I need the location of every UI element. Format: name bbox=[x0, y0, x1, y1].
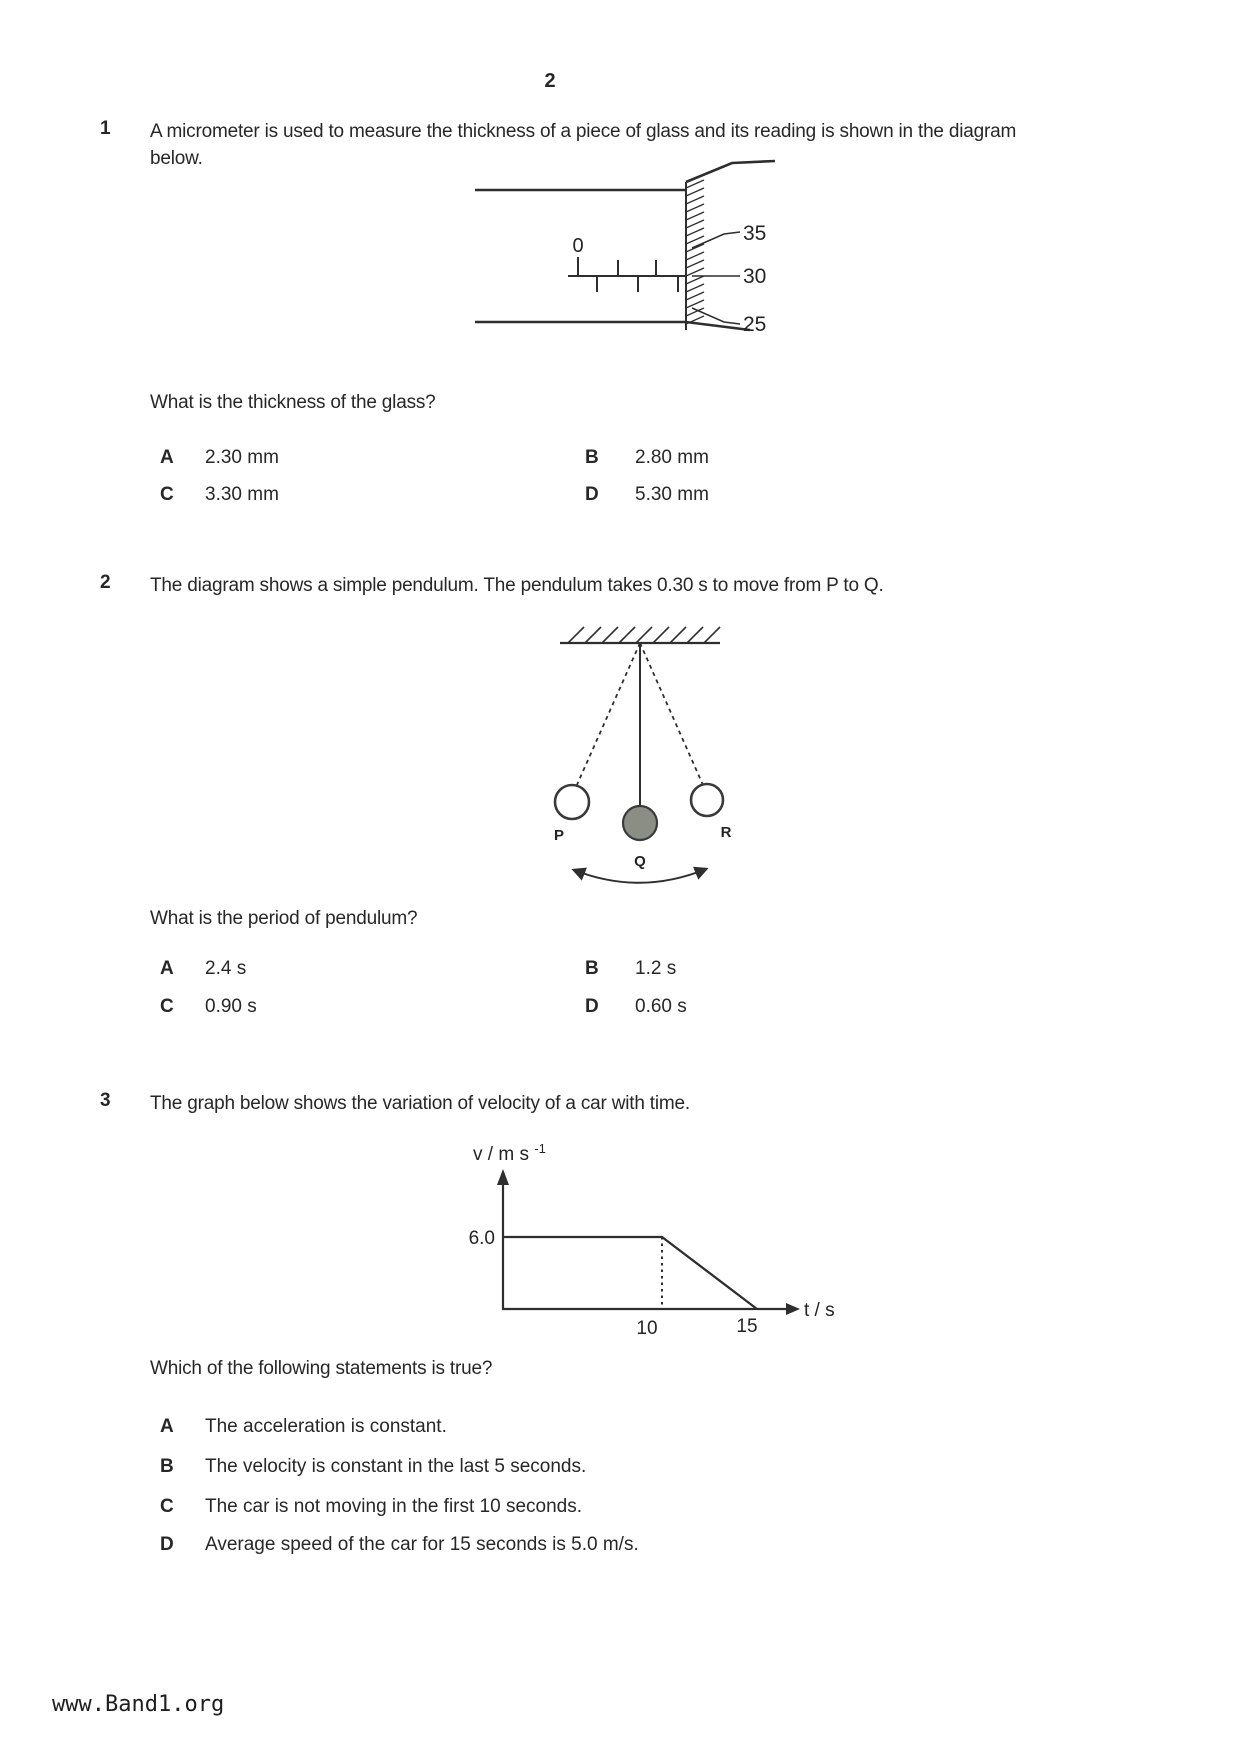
main-scale-zero-label: 0 bbox=[572, 235, 584, 257]
question-1-text: A micrometer is used to measure the thickness of a piece of glass and its reading is shown in the diagram below. bbox=[150, 121, 1017, 169]
option-label: A bbox=[160, 958, 174, 979]
y-axis-label bbox=[473, 1141, 546, 1165]
question-3-text: The graph below shows the variation of velocity of a car with time. bbox=[150, 1093, 690, 1114]
micrometer-diagram bbox=[440, 150, 775, 345]
pendulum-bob-p bbox=[555, 785, 589, 819]
pendulum-bob-r bbox=[691, 784, 723, 816]
option-value: 2.30 mm bbox=[205, 447, 279, 468]
micrometer-sleeve bbox=[475, 161, 775, 330]
page-number: 2 bbox=[544, 70, 556, 92]
question-3-option-b bbox=[0, 1456, 1239, 1486]
option-value: 5.30 mm bbox=[635, 484, 709, 505]
question-3-option-a bbox=[0, 1416, 1239, 1446]
option-value: 2.80 mm bbox=[635, 447, 709, 468]
y-axis-arrow bbox=[497, 1169, 509, 1185]
thimble-hatching bbox=[686, 180, 704, 324]
pendulum-label-p: P bbox=[554, 827, 565, 844]
x-axis-label: t / s bbox=[804, 1300, 835, 1321]
option-value: The car is not moving in the first 10 seconds. bbox=[205, 1496, 583, 1517]
main-scale bbox=[568, 235, 686, 292]
question-1-options-row-2 bbox=[0, 484, 1239, 514]
option-value: The velocity is constant in the last 5 seconds. bbox=[205, 1456, 587, 1477]
option-value: 0.60 s bbox=[635, 996, 687, 1017]
question-2-number: 2 bbox=[100, 572, 111, 593]
pendulum-label-q: Q bbox=[634, 853, 646, 870]
question-2-subquestion: What is the period of pendulum? bbox=[150, 908, 418, 929]
question-2-options-row-2 bbox=[0, 996, 1239, 1026]
option-value: Average speed of the car for 15 seconds is 5.0 m/s. bbox=[205, 1534, 639, 1555]
option-label: D bbox=[585, 996, 599, 1017]
option-value: 1.2 s bbox=[635, 958, 677, 979]
y-tick-6: 6.0 bbox=[468, 1228, 495, 1249]
thimble-scale bbox=[692, 222, 766, 336]
question-3-number: 3 bbox=[100, 1090, 111, 1111]
question-1-subquestion: What is the thickness of the glass? bbox=[150, 392, 436, 413]
question-2-text: The diagram shows a simple pendulum. The pendulum takes 0.30 s to move from P to Q. bbox=[150, 575, 884, 596]
velocity-time-graph bbox=[400, 1135, 860, 1345]
question-3-subquestion: Which of the following statements is true? bbox=[150, 1358, 493, 1379]
thimble-label-30: 30 bbox=[743, 265, 767, 288]
option-value: 0.90 s bbox=[205, 996, 257, 1017]
option-value: The acceleration is constant. bbox=[205, 1416, 447, 1437]
x-axis-arrow bbox=[786, 1303, 800, 1315]
option-label: A bbox=[160, 1416, 174, 1437]
option-label: C bbox=[160, 1496, 174, 1517]
pendulum-strings bbox=[576, 643, 703, 806]
thimble-label-35: 35 bbox=[743, 222, 767, 245]
question-1-options-row-1 bbox=[0, 447, 1239, 477]
question-3-option-c bbox=[0, 1496, 1239, 1526]
y-axis-label-superscript: -1 bbox=[534, 1141, 546, 1156]
velocity-curve bbox=[503, 1237, 757, 1309]
option-label: B bbox=[585, 958, 599, 979]
option-value: 3.30 mm bbox=[205, 484, 279, 505]
y-axis-label-base: v / m s bbox=[473, 1144, 529, 1165]
question-3-option-d bbox=[0, 1534, 1239, 1564]
option-label: D bbox=[585, 484, 599, 505]
pendulum-bob-q bbox=[623, 806, 657, 840]
pendulum-diagram bbox=[540, 616, 740, 898]
option-label: B bbox=[160, 1456, 174, 1477]
ceiling bbox=[560, 627, 720, 643]
option-label: C bbox=[160, 996, 174, 1017]
question-2-options-row-1 bbox=[0, 958, 1239, 988]
option-value: 2.4 s bbox=[205, 958, 247, 979]
option-label: D bbox=[160, 1534, 174, 1555]
x-tick-15: 15 bbox=[736, 1316, 758, 1337]
axes bbox=[497, 1169, 800, 1315]
option-label: A bbox=[160, 447, 174, 468]
question-1-number: 1 bbox=[100, 118, 111, 139]
pendulum-label-r: R bbox=[720, 824, 732, 841]
option-label: C bbox=[160, 484, 174, 505]
website-footer: www.Band1.org bbox=[52, 1692, 225, 1717]
swing-arc-arrow bbox=[574, 869, 706, 883]
x-tick-10: 10 bbox=[636, 1318, 658, 1339]
option-label: B bbox=[585, 447, 599, 468]
thimble-label-25: 25 bbox=[743, 313, 767, 336]
